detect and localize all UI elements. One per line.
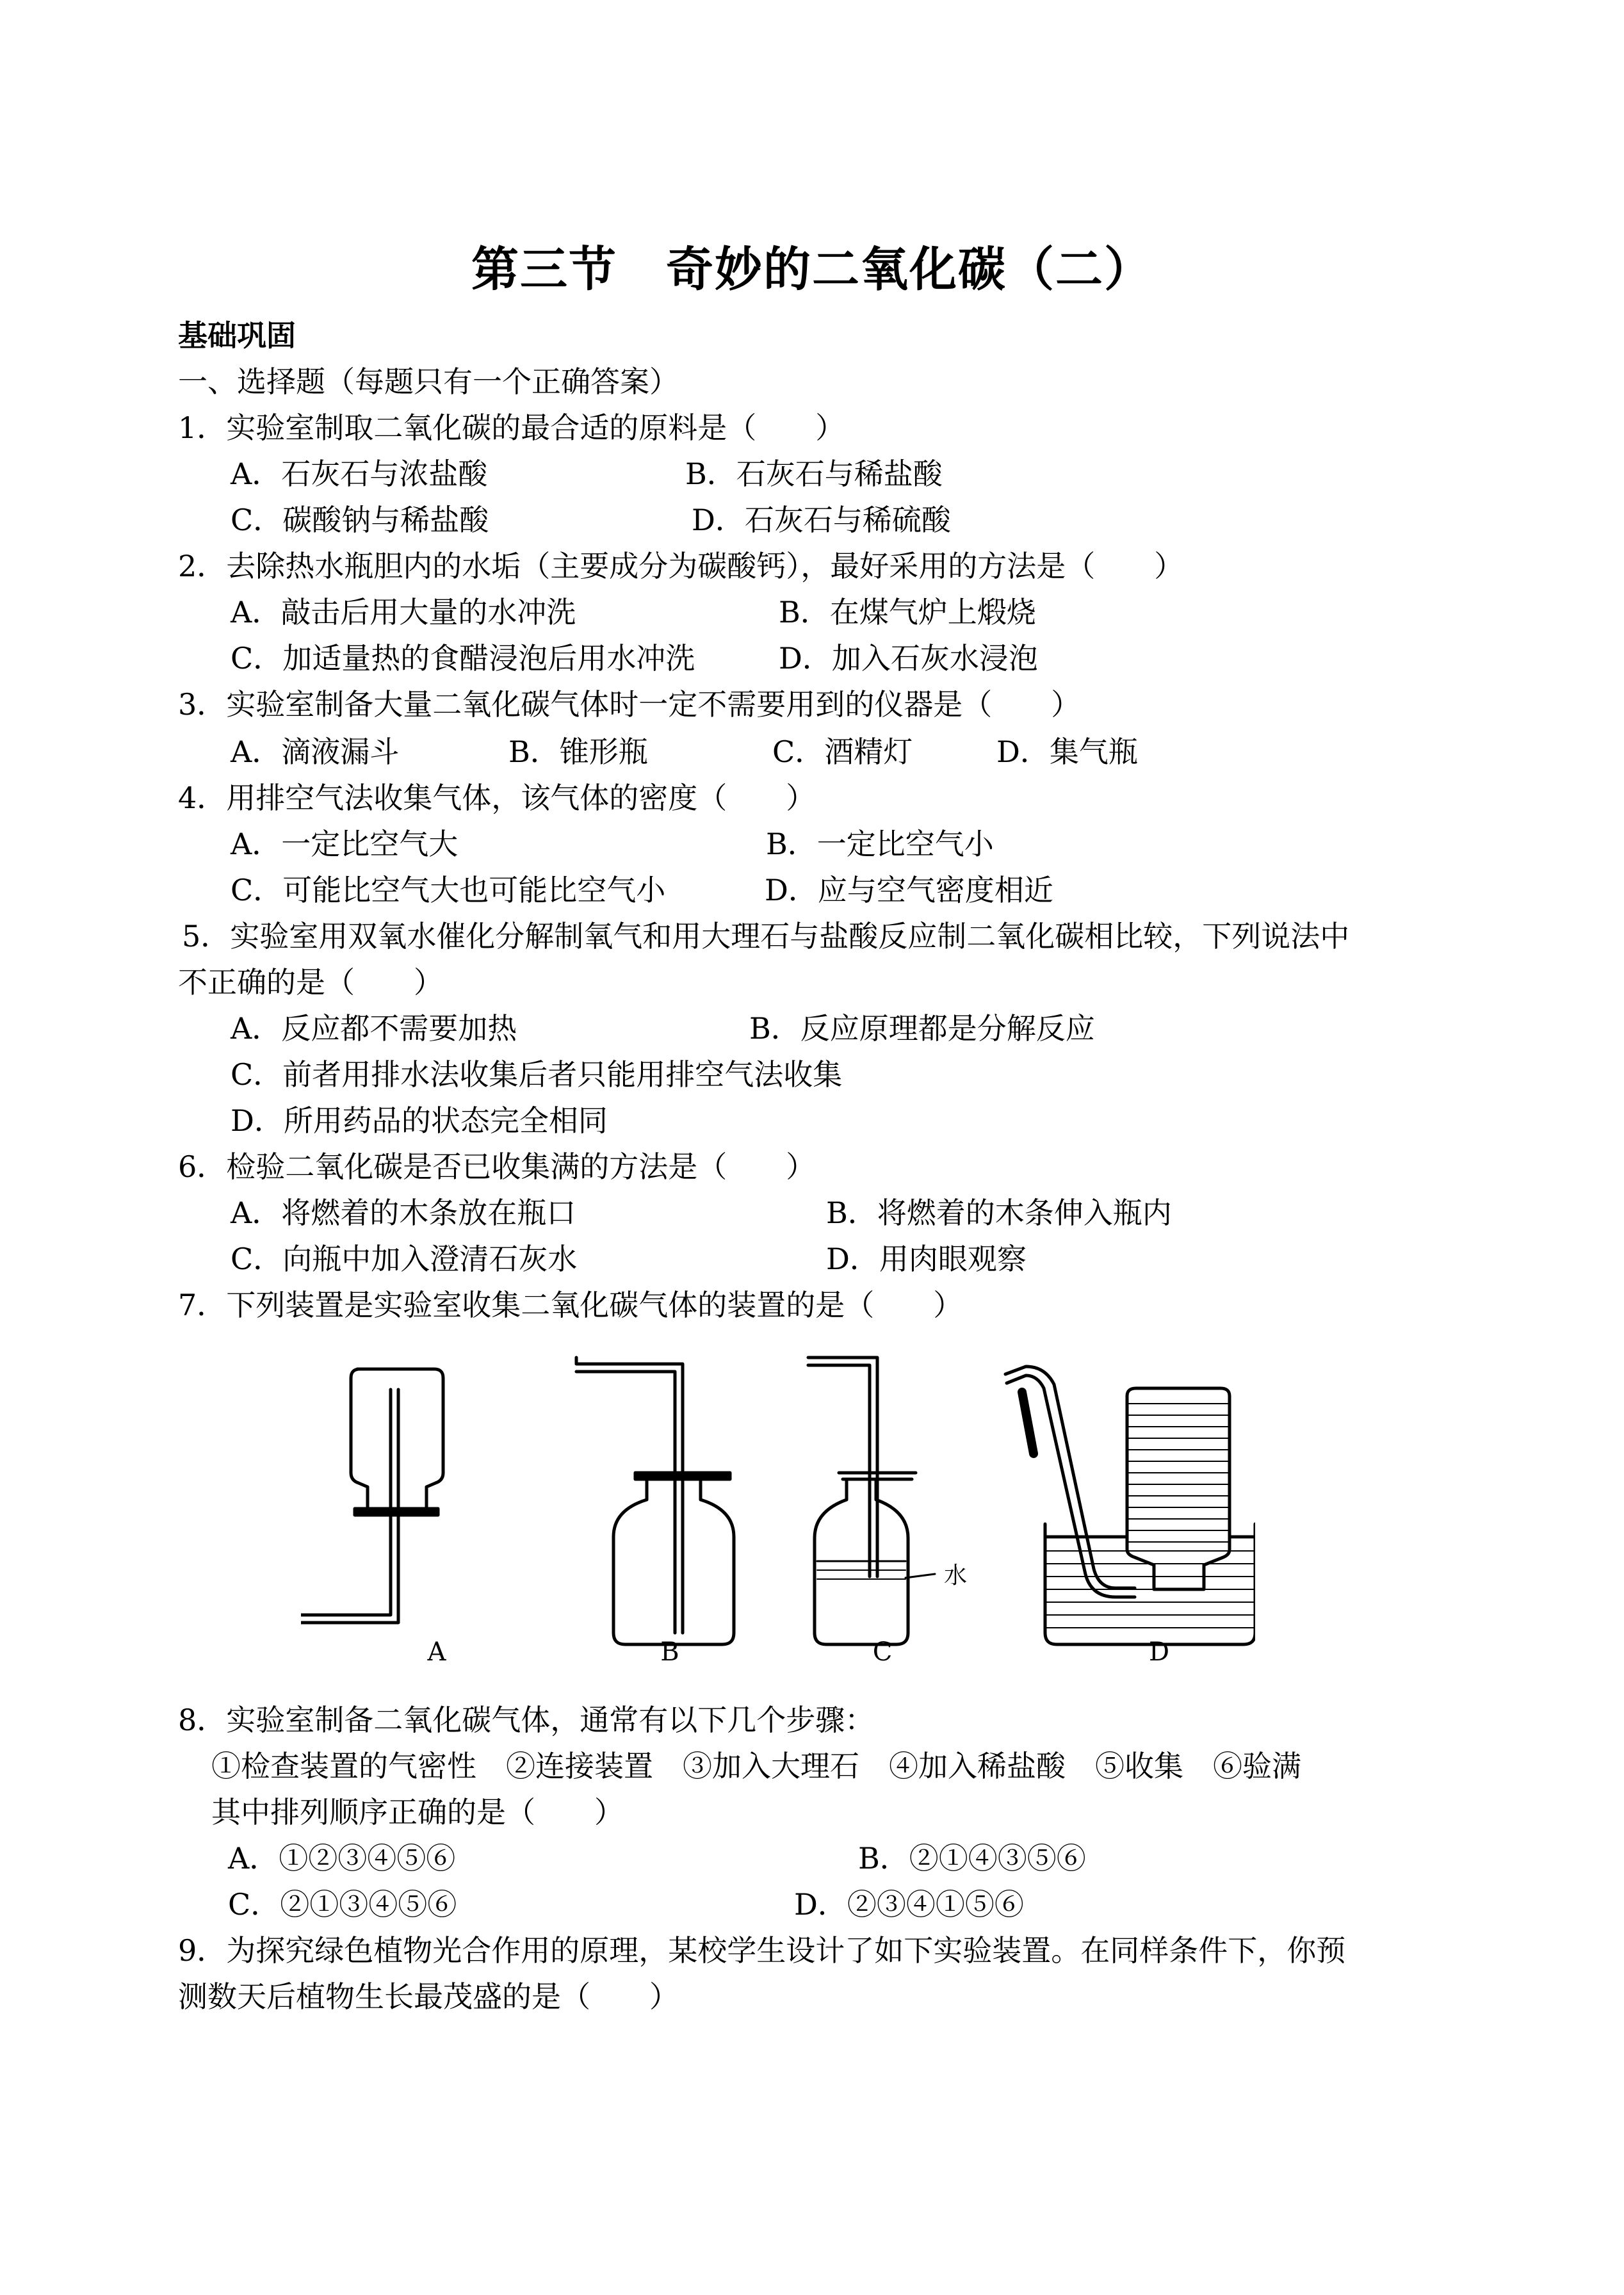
question-1-option-a: A．石灰石与浓盐酸 bbox=[231, 457, 488, 491]
question-9-stem-line1: 9．为探究绿色植物光合作用的原理，某校学生设计了如下实验装置。在同样条件下，你预 bbox=[178, 1933, 1346, 1968]
question-7-stem: 7．下列装置是实验室收集二氧化碳气体的装置的是（ ） bbox=[178, 1288, 963, 1322]
question-2-option-c: C．加适量热的食醋浸泡后用水冲洗 bbox=[231, 641, 695, 676]
question-6-option-d: D．用肉眼观察 bbox=[826, 1242, 1027, 1276]
question-5-stem-line2: 不正确的是（ ） bbox=[178, 965, 443, 1000]
question-1-option-c: C．碳酸钠与稀盐酸 bbox=[231, 503, 489, 537]
apparatus-b bbox=[576, 1358, 734, 1644]
question-3-option-b: B．锥形瓶 bbox=[508, 734, 648, 769]
question-5-option-a: A．反应都不需要加热 bbox=[231, 1011, 517, 1046]
question-5-option-b: B．反应原理都是分解反应 bbox=[749, 1011, 1095, 1046]
apparatus-d bbox=[1005, 1366, 1255, 1644]
question-5-option-c: C．前者用排水法收集后者只能用排空气法收集 bbox=[231, 1057, 843, 1092]
question-2-option-b: B．在煤气炉上煅烧 bbox=[779, 595, 1036, 629]
question-2-option-d: D．加入石灰水浸泡 bbox=[779, 641, 1038, 676]
page-title: 第三节 奇妙的二氧化碳（二） bbox=[471, 242, 1153, 297]
question-3-option-c: C．酒精灯 bbox=[772, 734, 913, 769]
apparatus-a-label: A bbox=[427, 1637, 446, 1667]
question-4-option-c: C．可能比空气大也可能比空气小 bbox=[231, 873, 666, 907]
water-label: 水 bbox=[943, 1562, 968, 1589]
question-8-option-d: D．②③④①⑤⑥ bbox=[794, 1887, 1024, 1922]
question-8-option-a: A．①②③④⑤⑥ bbox=[228, 1841, 456, 1876]
question-4-stem: 4．用排空气法收集气体，该气体的密度（ ） bbox=[178, 781, 816, 815]
question-2-stem: 2．去除热水瓶胆内的水垢（主要成分为碳酸钙），最好采用的方法是（ ） bbox=[178, 549, 1184, 583]
question-6-option-c: C．向瓶中加入澄清石灰水 bbox=[231, 1242, 578, 1276]
part-heading: 一、选择题（每题只有一个正确答案） bbox=[178, 364, 679, 399]
question-1-option-d: D．石灰石与稀硫酸 bbox=[692, 503, 951, 537]
section-heading: 基础巩固 bbox=[178, 318, 296, 353]
question-8-option-c: C．②①③④⑤⑥ bbox=[228, 1887, 457, 1922]
question-3-stem: 3．实验室制备大量二氧化碳气体时一定不需要用到的仪器是（ ） bbox=[178, 687, 1081, 722]
question-1-stem: 1．实验室制取二氧化碳的最合适的原料是（ ） bbox=[178, 410, 845, 445]
question-1-option-b: B．石灰石与稀盐酸 bbox=[685, 457, 943, 491]
question-8-ask: 其中排列顺序正确的是（ ） bbox=[211, 1795, 624, 1829]
question-8-option-b: B．②①④③⑤⑥ bbox=[858, 1841, 1086, 1876]
question-3-option-a: A．滴液漏斗 bbox=[231, 734, 400, 769]
question-8-stem: 8．实验室制备二氧化碳气体，通常有以下几个步骤： bbox=[178, 1703, 875, 1737]
question-4-option-d: D．应与空气密度相近 bbox=[765, 873, 1053, 907]
question-7-apparatus-figure bbox=[301, 1351, 1255, 1671]
question-4-option-a: A．一定比空气大 bbox=[231, 827, 459, 861]
apparatus-b-label: B bbox=[660, 1637, 679, 1667]
apparatus-c bbox=[808, 1358, 935, 1644]
question-5-stem-line1: 5．实验室用双氧水催化分解制氧气和用大理石与盐酸反应制二氧化碳相比较，下列说法中 bbox=[182, 919, 1350, 953]
question-3-option-d: D．集气瓶 bbox=[996, 734, 1138, 769]
apparatus-d-label: D bbox=[1148, 1637, 1170, 1667]
question-6-option-a: A．将燃着的木条放在瓶口 bbox=[231, 1196, 576, 1230]
apparatus-c-label: C bbox=[872, 1637, 893, 1667]
apparatus-a bbox=[301, 1369, 443, 1623]
question-4-option-b: B．一定比空气小 bbox=[766, 827, 994, 861]
question-2-option-a: A．敲击后用大量的水冲洗 bbox=[231, 595, 576, 629]
question-5-option-d: D．所用药品的状态完全相同 bbox=[231, 1103, 608, 1138]
question-6-stem: 6．检验二氧化碳是否已收集满的方法是（ ） bbox=[178, 1149, 816, 1184]
question-9-stem-line2: 测数天后植物生长最茂盛的是（ ） bbox=[178, 1979, 679, 2014]
question-6-option-b: B．将燃着的木条伸入瓶内 bbox=[826, 1196, 1172, 1230]
question-8-steps: ①检查装置的气密性 ②连接装置 ③加入大理石 ④加入稀盐酸 ⑤收集 ⑥验满 bbox=[211, 1749, 1301, 1783]
